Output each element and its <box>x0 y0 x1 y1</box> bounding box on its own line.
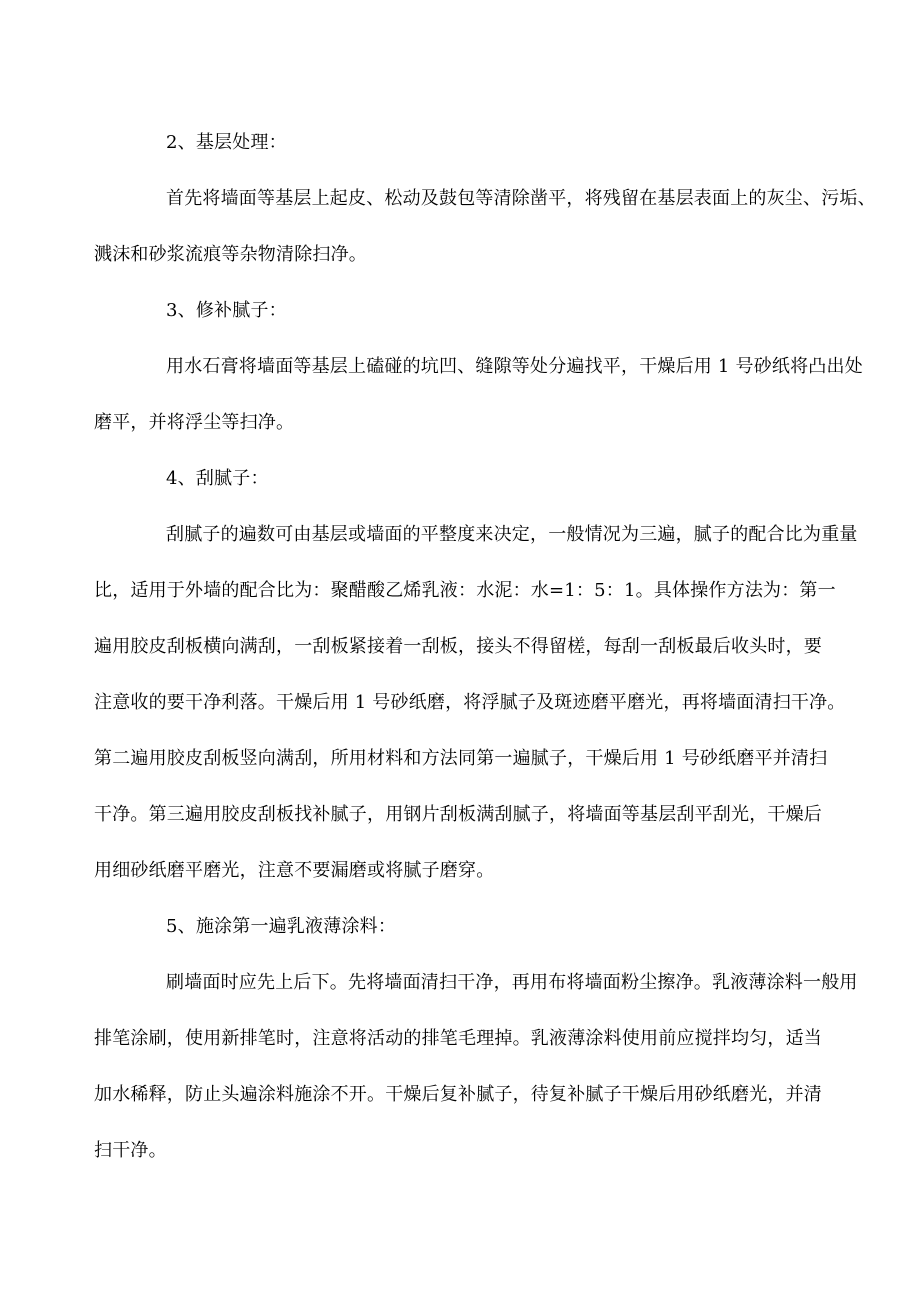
section-heading: 5、施涂第一遍乳液薄涂料： <box>166 916 397 937</box>
paragraph-line: 加水稀释，防止头遍涂料施涂不开。干燥后复补腻子，待复补腻子干燥后用砂纸磨光，并清 <box>94 1084 822 1105</box>
paragraph-line: 注意收的要干净利落。干燥后用 1 号砂纸磨，将浮腻子及斑迹磨平磨光，再将墙面清扫干净。 <box>94 692 846 713</box>
paragraph-line: 第二遍用胶皮刮板竖向满刮，所用材料和方法同第一遍腻子，干燥后用 1 号砂纸磨平并清扫 <box>94 748 828 769</box>
paragraph-line: 遍用胶皮刮板横向满刮，一刮板紧接着一刮板，接头不得留槎，每刮一刮板最后收头时，要 <box>94 636 822 657</box>
paragraph-line: 扫干净。 <box>94 1140 167 1161</box>
section-heading: 4、刮腻子： <box>166 468 269 489</box>
paragraph-line: 首先将墙面等基层上起皮、松动及鼓包等清除凿平，将残留在基层表面上的灰尘、污垢、 <box>166 188 876 209</box>
section-heading: 3、修补腻子： <box>166 300 287 321</box>
paragraph-line: 溅沫和砂浆流痕等杂物清除扫净。 <box>94 244 367 265</box>
paragraph-line: 比，适用于外墙的配合比为：聚醋酸乙烯乳液：水泥：水=1：5：1。具体操作方法为：第一 <box>94 580 836 601</box>
paragraph-line: 排笔涂刷，使用新排笔时，注意将活动的排笔毛理掉。乳液薄涂料使用前应搅拌均匀，适当 <box>94 1028 822 1049</box>
paragraph-line: 磨平，并将浮尘等扫净。 <box>94 412 295 433</box>
paragraph-line: 刮腻子的遍数可由基层或墙面的平整度来决定，一般情况为三遍，腻子的配合比为重量 <box>166 524 858 545</box>
paragraph-line: 用细砂纸磨平磨光，注意不要漏磨或将腻子磨穿。 <box>94 860 495 881</box>
paragraph-line: 干净。第三遍用胶皮刮板找补腻子，用钢片刮板满刮腻子，将墙面等基层刮平刮光，干燥后 <box>94 804 822 825</box>
paragraph-line: 刷墙面时应先上后下。先将墙面清扫干净，再用布将墙面粉尘擦净。乳液薄涂料一般用 <box>166 972 858 993</box>
paragraph-line: 用水石膏将墙面等基层上磕碰的坑凹、缝隙等处分遍找平，干燥后用 1 号砂纸将凸出处 <box>166 356 863 377</box>
section-heading: 2、基层处理： <box>166 132 287 153</box>
